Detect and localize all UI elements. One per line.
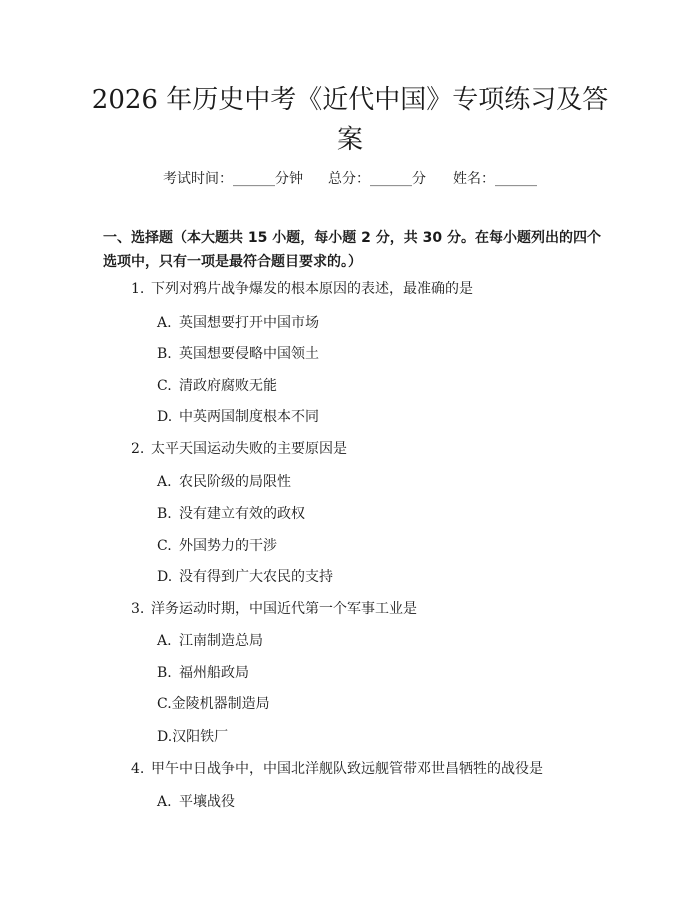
option-letter: C.: [157, 378, 172, 394]
option-text: 外国势力的干涉: [179, 538, 277, 554]
option-text: 英国想要打开中国市场: [179, 315, 319, 331]
question-text: 甲午中日战争中，中国北洋舰队致远舰管带邓世昌牺牲的战役是: [151, 761, 543, 777]
option-letter: C.: [157, 696, 172, 712]
section-heading: 一、选择题（本大题共 15 小题，每小题 2 分，共 30 分。在每小题列出的四个选项中，只有一项是最符合题目要求的。）: [103, 230, 601, 270]
question-3: [131, 599, 417, 619]
document-title: 2026 年历史中考《近代中国》专项练习及答案: [91, 85, 609, 155]
option-letter: B.: [157, 665, 172, 681]
option-text: 没有建立有效的政权: [179, 506, 305, 522]
option-1a: [157, 313, 319, 333]
option-text: 江南制造总局: [179, 633, 263, 649]
option-letter: D.: [157, 409, 173, 425]
exam-time-field: 考试时间：______分钟: [163, 171, 303, 187]
question-4: [131, 759, 543, 779]
option-text: 英国想要侵略中国领土: [179, 346, 319, 362]
option-letter: A.: [157, 794, 172, 810]
question-2: [131, 439, 347, 459]
total-score-field: 总分：______分: [328, 171, 426, 187]
question-number: 3.: [131, 601, 145, 617]
question-text: 洋务运动时期，中国近代第一个军事工业是: [151, 601, 417, 617]
question-text: 下列对鸦片战争爆发的根本原因的表述，最准确的是: [151, 281, 473, 297]
option-2d: [157, 567, 333, 587]
option-text: 中英两国制度根本不同: [179, 409, 319, 425]
option-1b: [157, 344, 319, 364]
option-letter: A.: [157, 633, 172, 649]
option-text: 平壤战役: [179, 794, 235, 810]
question-number: 2.: [131, 441, 145, 457]
option-2a: [157, 472, 291, 492]
option-3b: [157, 663, 249, 683]
question-1: [131, 279, 473, 299]
option-letter: A.: [157, 474, 172, 490]
option-3a: [157, 631, 263, 651]
option-letter: B.: [157, 506, 172, 522]
option-text: 金陵机器制造局: [171, 696, 270, 712]
question-number: 1.: [131, 281, 145, 297]
student-name-field: 姓名：______: [453, 171, 537, 187]
option-1c: [157, 376, 277, 396]
option-2b: [157, 504, 305, 524]
option-letter: C.: [157, 538, 172, 554]
option-3c: [157, 694, 270, 714]
option-letter: B.: [157, 346, 172, 362]
option-1d: [157, 407, 319, 427]
option-letter: D.: [157, 729, 173, 745]
option-4a: [157, 792, 235, 812]
question-number: 4.: [131, 761, 145, 777]
option-text: 福州船政局: [179, 665, 249, 681]
option-text: 农民阶级的局限性: [179, 474, 291, 490]
option-letter: A.: [157, 315, 172, 331]
option-text: 汉阳铁厂: [172, 729, 229, 745]
option-text: 清政府腐败无能: [179, 378, 277, 394]
option-letter: D.: [157, 569, 173, 585]
question-text: 太平天国运动失败的主要原因是: [151, 441, 347, 457]
option-2c: [157, 536, 277, 556]
option-3d: [157, 727, 228, 747]
option-text: 没有得到广大农民的支持: [179, 569, 333, 585]
